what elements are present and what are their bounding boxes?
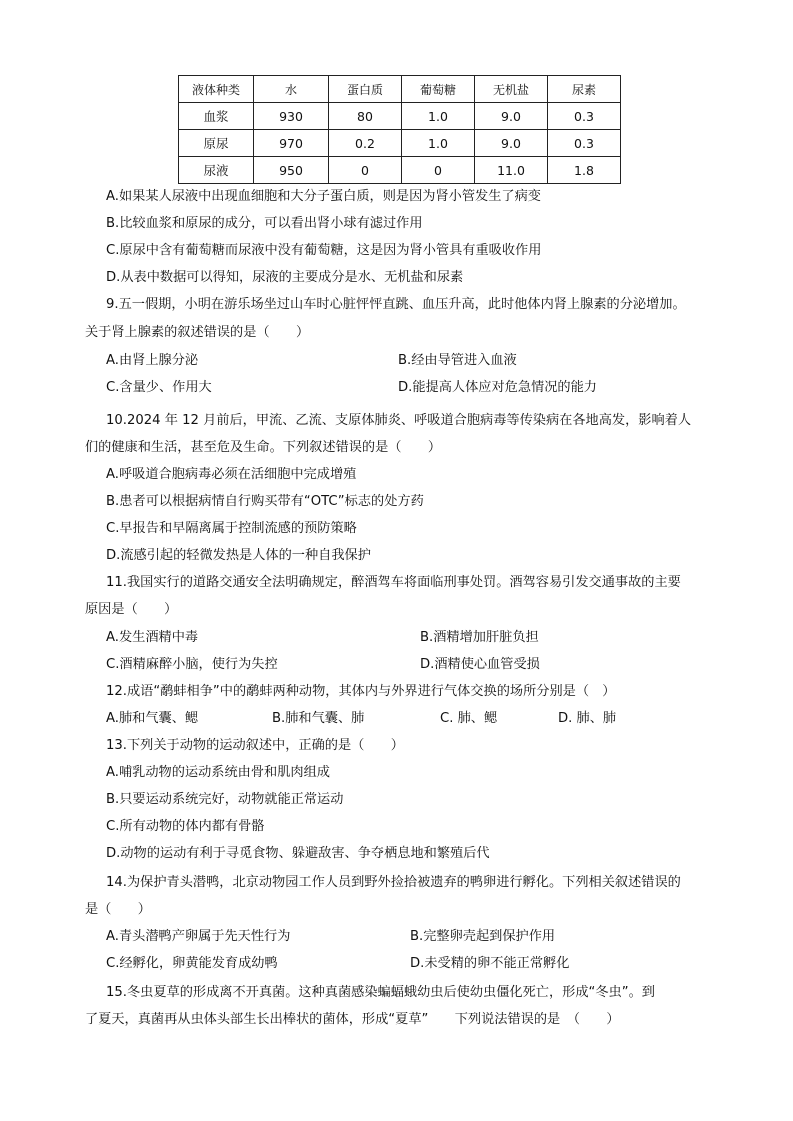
q9-option-a: A.由肾上腺分泌 xyxy=(106,353,199,368)
table-header-row xyxy=(179,76,621,103)
q9-stem-line-2: 关于肾上腺素的叙述错误的是（ ） xyxy=(85,325,310,340)
q14-stem-line-2: 是（ ） xyxy=(85,902,151,917)
table-cell: 9.0 xyxy=(475,103,548,130)
q10-stem-line-1: 10.2024 年 12 月前后，甲流、乙流、支原体肺炎、呼吸道合胞病毒等传染病在各地高发，影响着人 xyxy=(106,413,692,428)
table-header-cell: 无机盐 xyxy=(475,76,548,103)
q12-option-b: B.肺和气囊、肺 xyxy=(272,711,365,726)
table-header-cell: 葡萄糖 xyxy=(402,76,475,103)
q10-stem-line-2: 们的健康和生活，甚至危及生命。下列叙述错误的是（ ） xyxy=(85,440,442,455)
table-cell: 1.0 xyxy=(402,103,475,130)
q8-option-a: A.如果某人尿液中出现血细胞和大分子蛋白质，则是因为肾小管发生了病变 xyxy=(106,189,541,204)
q8-option-d: D.从表中数据可以得知，尿液的主要成分是水、无机盐和尿素 xyxy=(106,270,464,285)
q10-option-c: C.早报告和早隔离属于控制流感的预防策略 xyxy=(106,521,357,536)
table-cell: 0.2 xyxy=(329,130,402,157)
table-cell: 970 xyxy=(254,130,329,157)
table-cell: 9.0 xyxy=(475,130,548,157)
q8-option-c: C.原尿中含有葡萄糖而尿液中没有葡萄糖，这是因为肾小管具有重吸收作用 xyxy=(106,243,542,258)
table-header-cell: 蛋白质 xyxy=(329,76,402,103)
table-row xyxy=(179,157,621,184)
q14-stem-line-1: 14.为保护青头潜鸭，北京动物园工作人员到野外捡拾被遗弃的鸭卵进行孵化。下列相关叙述错误的 xyxy=(106,875,681,890)
q12-stem: 12.成语“鹬蚌相争”中的鹬蚌两种动物，其体内与外界进行气体交换的场所分别是（ ） xyxy=(106,684,616,699)
q11-stem-line-1: 11.我国实行的道路交通安全法明确规定，醉酒驾车将面临刑事处罚。酒驾容易引发交通事故的主要 xyxy=(106,575,681,590)
table-cell: 0.3 xyxy=(548,103,621,130)
q8-option-b: B.比较血浆和原尿的成分，可以看出肾小球有滤过作用 xyxy=(106,216,423,231)
table-cell: 11.0 xyxy=(475,157,548,184)
table-cell: 950 xyxy=(254,157,329,184)
q9-option-d: D.能提高人体应对危急情况的能力 xyxy=(398,380,597,395)
q13-stem: 13.下列关于动物的运动叙述中，正确的是（ ） xyxy=(106,738,404,753)
q12-option-a: A.肺和气囊、鳃 xyxy=(106,711,199,726)
q12-option-d: D. 肺、肺 xyxy=(558,711,617,726)
q13-option-a: A.哺乳动物的运动系统由骨和肌肉组成 xyxy=(106,765,330,780)
q12-option-c: C. 肺、鳃 xyxy=(440,711,498,726)
table-header-cell: 尿素 xyxy=(548,76,621,103)
q9-option-c: C.含量少、作用大 xyxy=(106,380,212,395)
q14-option-d: D.未受精的卵不能正常孵化 xyxy=(410,956,570,971)
table-row xyxy=(179,130,621,157)
q14-option-c: C.经孵化，卵黄能发育成幼鸭 xyxy=(106,956,278,971)
table-header-cell: 水 xyxy=(254,76,329,103)
table-cell: 0.3 xyxy=(548,130,621,157)
q10-option-d: D.流感引起的轻微发热是人体的一种自我保护 xyxy=(106,548,371,563)
q10-option-b: B.患者可以根据病情自行购买带有“OTC”标志的处方药 xyxy=(106,494,424,509)
q11-stem-line-2: 原因是（ ） xyxy=(85,602,178,617)
q11-option-b: B.酒精增加肝脏负担 xyxy=(420,630,539,645)
table-cell: 0 xyxy=(329,157,402,184)
q14-option-a: A.青头潜鸭产卵属于先天性行为 xyxy=(106,929,291,944)
fluid-composition-table xyxy=(178,75,621,184)
q9-stem-line-1: 9.五一假期，小明在游乐场坐过山车时心脏怦怦直跳、血压升高，此时他体内肾上腺素的分泌增加。 xyxy=(106,297,686,312)
q11-option-c: C.酒精麻醉小脑，使行为失控 xyxy=(106,657,278,672)
table-row xyxy=(179,103,621,130)
table-cell: 80 xyxy=(329,103,402,130)
q11-option-a: A.发生酒精中毒 xyxy=(106,630,199,645)
q9-option-b: B.经由导管进入血液 xyxy=(398,353,517,368)
q11-option-d: D.酒精使心血管受损 xyxy=(420,657,540,672)
table-cell: 尿液 xyxy=(179,157,254,184)
q13-option-d: D.动物的运动有利于寻觅食物、躲避敌害、争夺栖息地和繁殖后代 xyxy=(106,846,490,861)
q14-option-b: B.完整卵壳起到保护作用 xyxy=(410,929,556,944)
table-cell: 1.0 xyxy=(402,130,475,157)
q15-stem-line-1: 15.冬虫夏草的形成离不开真菌。这种真菌感染蝙蝠蛾幼虫后使幼虫僵化死亡，形成“冬虫”。到 xyxy=(106,985,655,1000)
table-cell: 930 xyxy=(254,103,329,130)
table-cell: 1.8 xyxy=(548,157,621,184)
table-cell: 0 xyxy=(402,157,475,184)
table-cell: 血浆 xyxy=(179,103,254,130)
q13-option-b: B.只要运动系统完好，动物就能正常运动 xyxy=(106,792,344,807)
q10-option-a: A.呼吸道合胞病毒必须在活细胞中完成增殖 xyxy=(106,467,357,482)
q15-stem-line-2: 了夏天，真菌再从虫体头部生长出棒状的菌体，形成“夏草” 下列说法错误的是 （ ） xyxy=(85,1012,620,1027)
table-cell: 原尿 xyxy=(179,130,254,157)
table-header-cell: 液体种类 xyxy=(179,76,254,103)
q13-option-c: C.所有动物的体内都有骨骼 xyxy=(106,819,265,834)
